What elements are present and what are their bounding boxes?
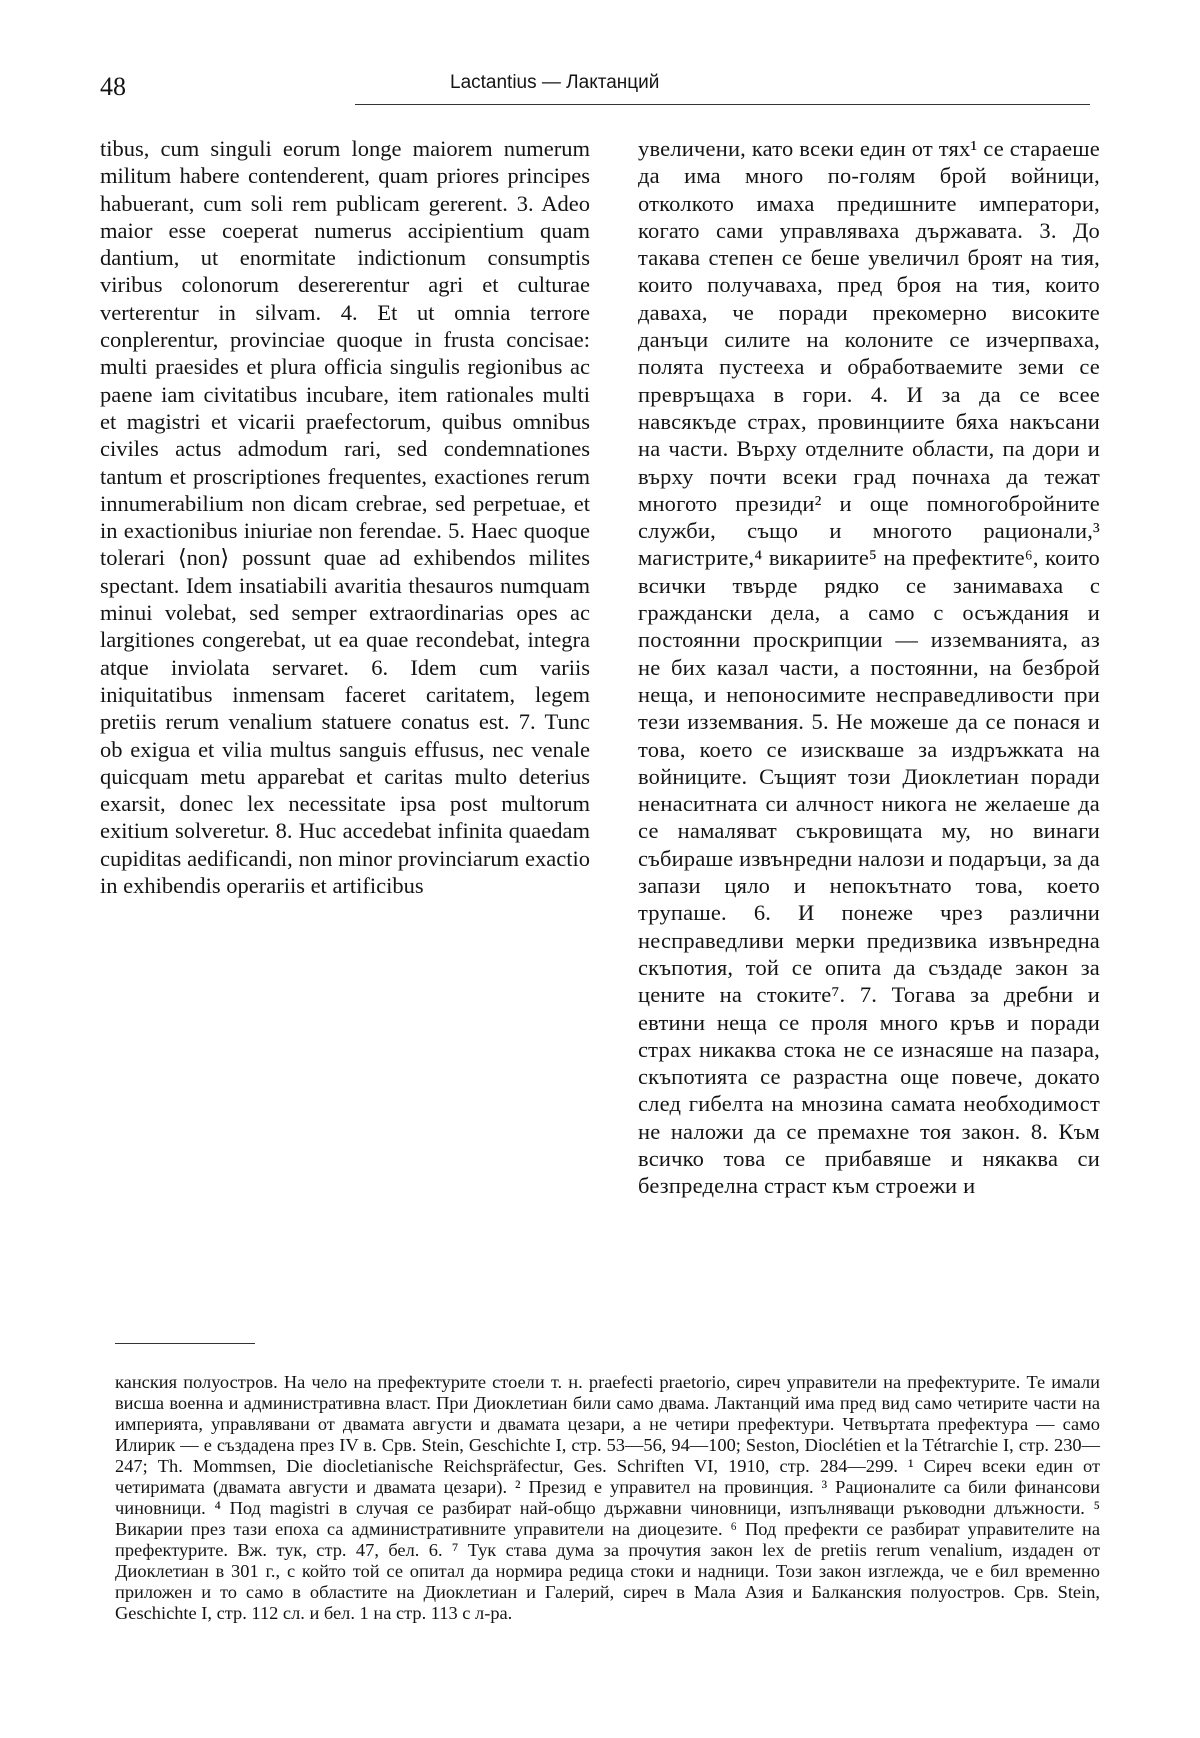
latin-paragraph: tibus, cum singuli eorum longe maiorem numerum militum habere contenderent, quam priores principes habuerant, cum soli rem publicam gererent. 3. Adeo maior esse coeperat numerus accipientium quam dantium, ut enormitate indictionum consumptis viribus colonorum desererentur agri et culturae verterentur in silvam. 4. Et ut omnia terrore conplerentur, provinciae quoque in frusta concisae: multi praesides et plura officia singulis regionibus ac paene iam civitatibus incubare, item rationales multi et magistri et vicarii praefectorum, quibus omnibus civiles actus admodum rari, sed condemnationes tantum et proscriptiones frequentes, exactiones rerum innumerabilium non dicam crebrae, sed perpetuae, et in exactionibus iniuriae non ferendae. 5. Haec quoque tolerari ⟨non⟩ possunt quae ad exhibendos milites spectant. Idem insatiabili avaritia thesauros numquam minui volebat, sed semper extraordinarias opes ac largitiones congerebat, ut ea quae recondebat, integra atque inviolata servaret. 6. Idem cum variis iniquitatibus inmensam faceret caritatem, legem pretiis rerum venalium statuere conatus est. 7. Tunc ob exigua et vilia multus sanguis effusus, nec venale quicquam metu apparebat et caritas multo deterius exarsit, donec lex necessitate ipsa post multorum exitium solveretur. 8. Huc accedebat infinita quaedam cupiditas aedificandi, non minor provinciarum exactio in exhibendis operariis et artificibus xyxy=(100,136,590,899)
page-number: 48 xyxy=(100,72,126,101)
bulgarian-column xyxy=(638,135,1100,1200)
header-rule xyxy=(355,104,1090,105)
footnotes-text: канския полуостров. На чело на префектурите стоели т. н. praefecti praetorio, сиреч управители на префектурите. Те имали висша военна и административна власт. При Диоклетиан били само двама. Лактанций има пред вид само четирите части на империята, управлявани от двамата августи и двамата цезари, а не четири префектури. Четвъртата префектура — само Илирик — е създадена през IV в. Срв. Stein, Geschichte I, стр. 53—56, 94—100; Seston, Dioclétien et la Tétrarchie I, стр. 230—247; Th. Mommsen, Die diocletianische Reichspräfectur, Ges. Schriften VI, 1910, стр. 284—299. ¹ Сиреч всеки един от четиримата (двамата августи и двамата цезари). ² Презид е управител на провинция. ³ Рационалите са били финансови чиновници. ⁴ Под magistri в случая се разбират най-общо държавни чиновници, изпълняващи ръководни длъжности. ⁵ Викарии през тази епоха са административните управители на диоцезите. ⁶ Под префекти се разбират управителите на префектурите. Вж. тук, стр. 47, бел. 6. ⁷ Тук става дума за прочутия закон lex de pretiis rerum venalium, издаден от Диоклетиан в 301 г., с който той се опитал да нормира редица стоки и надници. Този закон изглежда, че е бил временно приложен и то само в областите на Диоклетиан и Галерий, сиреч в Мала Азия и Балканския полуостров. Срв. Stein, Geschichte I, стр. 112 сл. и бел. 1 на стр. 113 с л-ра. xyxy=(115,1372,1100,1623)
latin-column xyxy=(100,135,590,899)
footnote-rule xyxy=(115,1343,255,1344)
footnotes xyxy=(115,1372,1100,1624)
bulgarian-paragraph: увеличени, като всеки един от тях¹ се стараеше да има много по-голям брой войници, отколкото имаха предишните императори, когато сами управляваха държавата. 3. До такава степен се беше увеличил броят на тия, които получаваха, пред броя на тия, които даваха, че поради прекомерно високите данъци силите на колоните се изчерпваха, полята пустееха и обработваемите земи се превръщаха в гори. 4. И за да се всее навсякъде страх, провинциите бяха накъсани на части. Върху отделните области, па дори и върху почти всеки град почнаха да тежат многото президи² и още помногобройните служби, също и многото рационали,³ магистрите,⁴ викариите⁵ на префектите⁶, които всички твърде рядко се занимаваха с граждански дела, а само с осъждания и постоянни проскрипции — изземванията, аз не бих казал части, а постоянни, на безброй неща, и непоносимите несправедливости при тези изземвания. 5. Не можеше да се понася и това, което се изискваше за издръжката на войниците. Същият този Диоклетиан поради ненаситната си алчност никога не желаеше да се намаляват съкровищата му, но винаги събираше извънредни налози и подаръци, за да запази цяло и непокътнато това, което трупаше. 6. И понеже чрез различни несправедливи мерки предизвика извънредна скъпотия, той се опита да създаде закон за цените на стоките⁷. 7. Тогава за дребни и евтини неща се проля много кръв и поради страх никаква стока не се изнасяше на пазара, скъпотията се разрастна още повече, докато след гибелта на мнозина самата необходимост не наложи да се премахне тоя закон. 8. Към всичко това се прибавяше и някаква си безпределна страст към строежи и xyxy=(638,136,1100,1199)
running-title: Lactantius — Лактанций xyxy=(450,72,660,93)
